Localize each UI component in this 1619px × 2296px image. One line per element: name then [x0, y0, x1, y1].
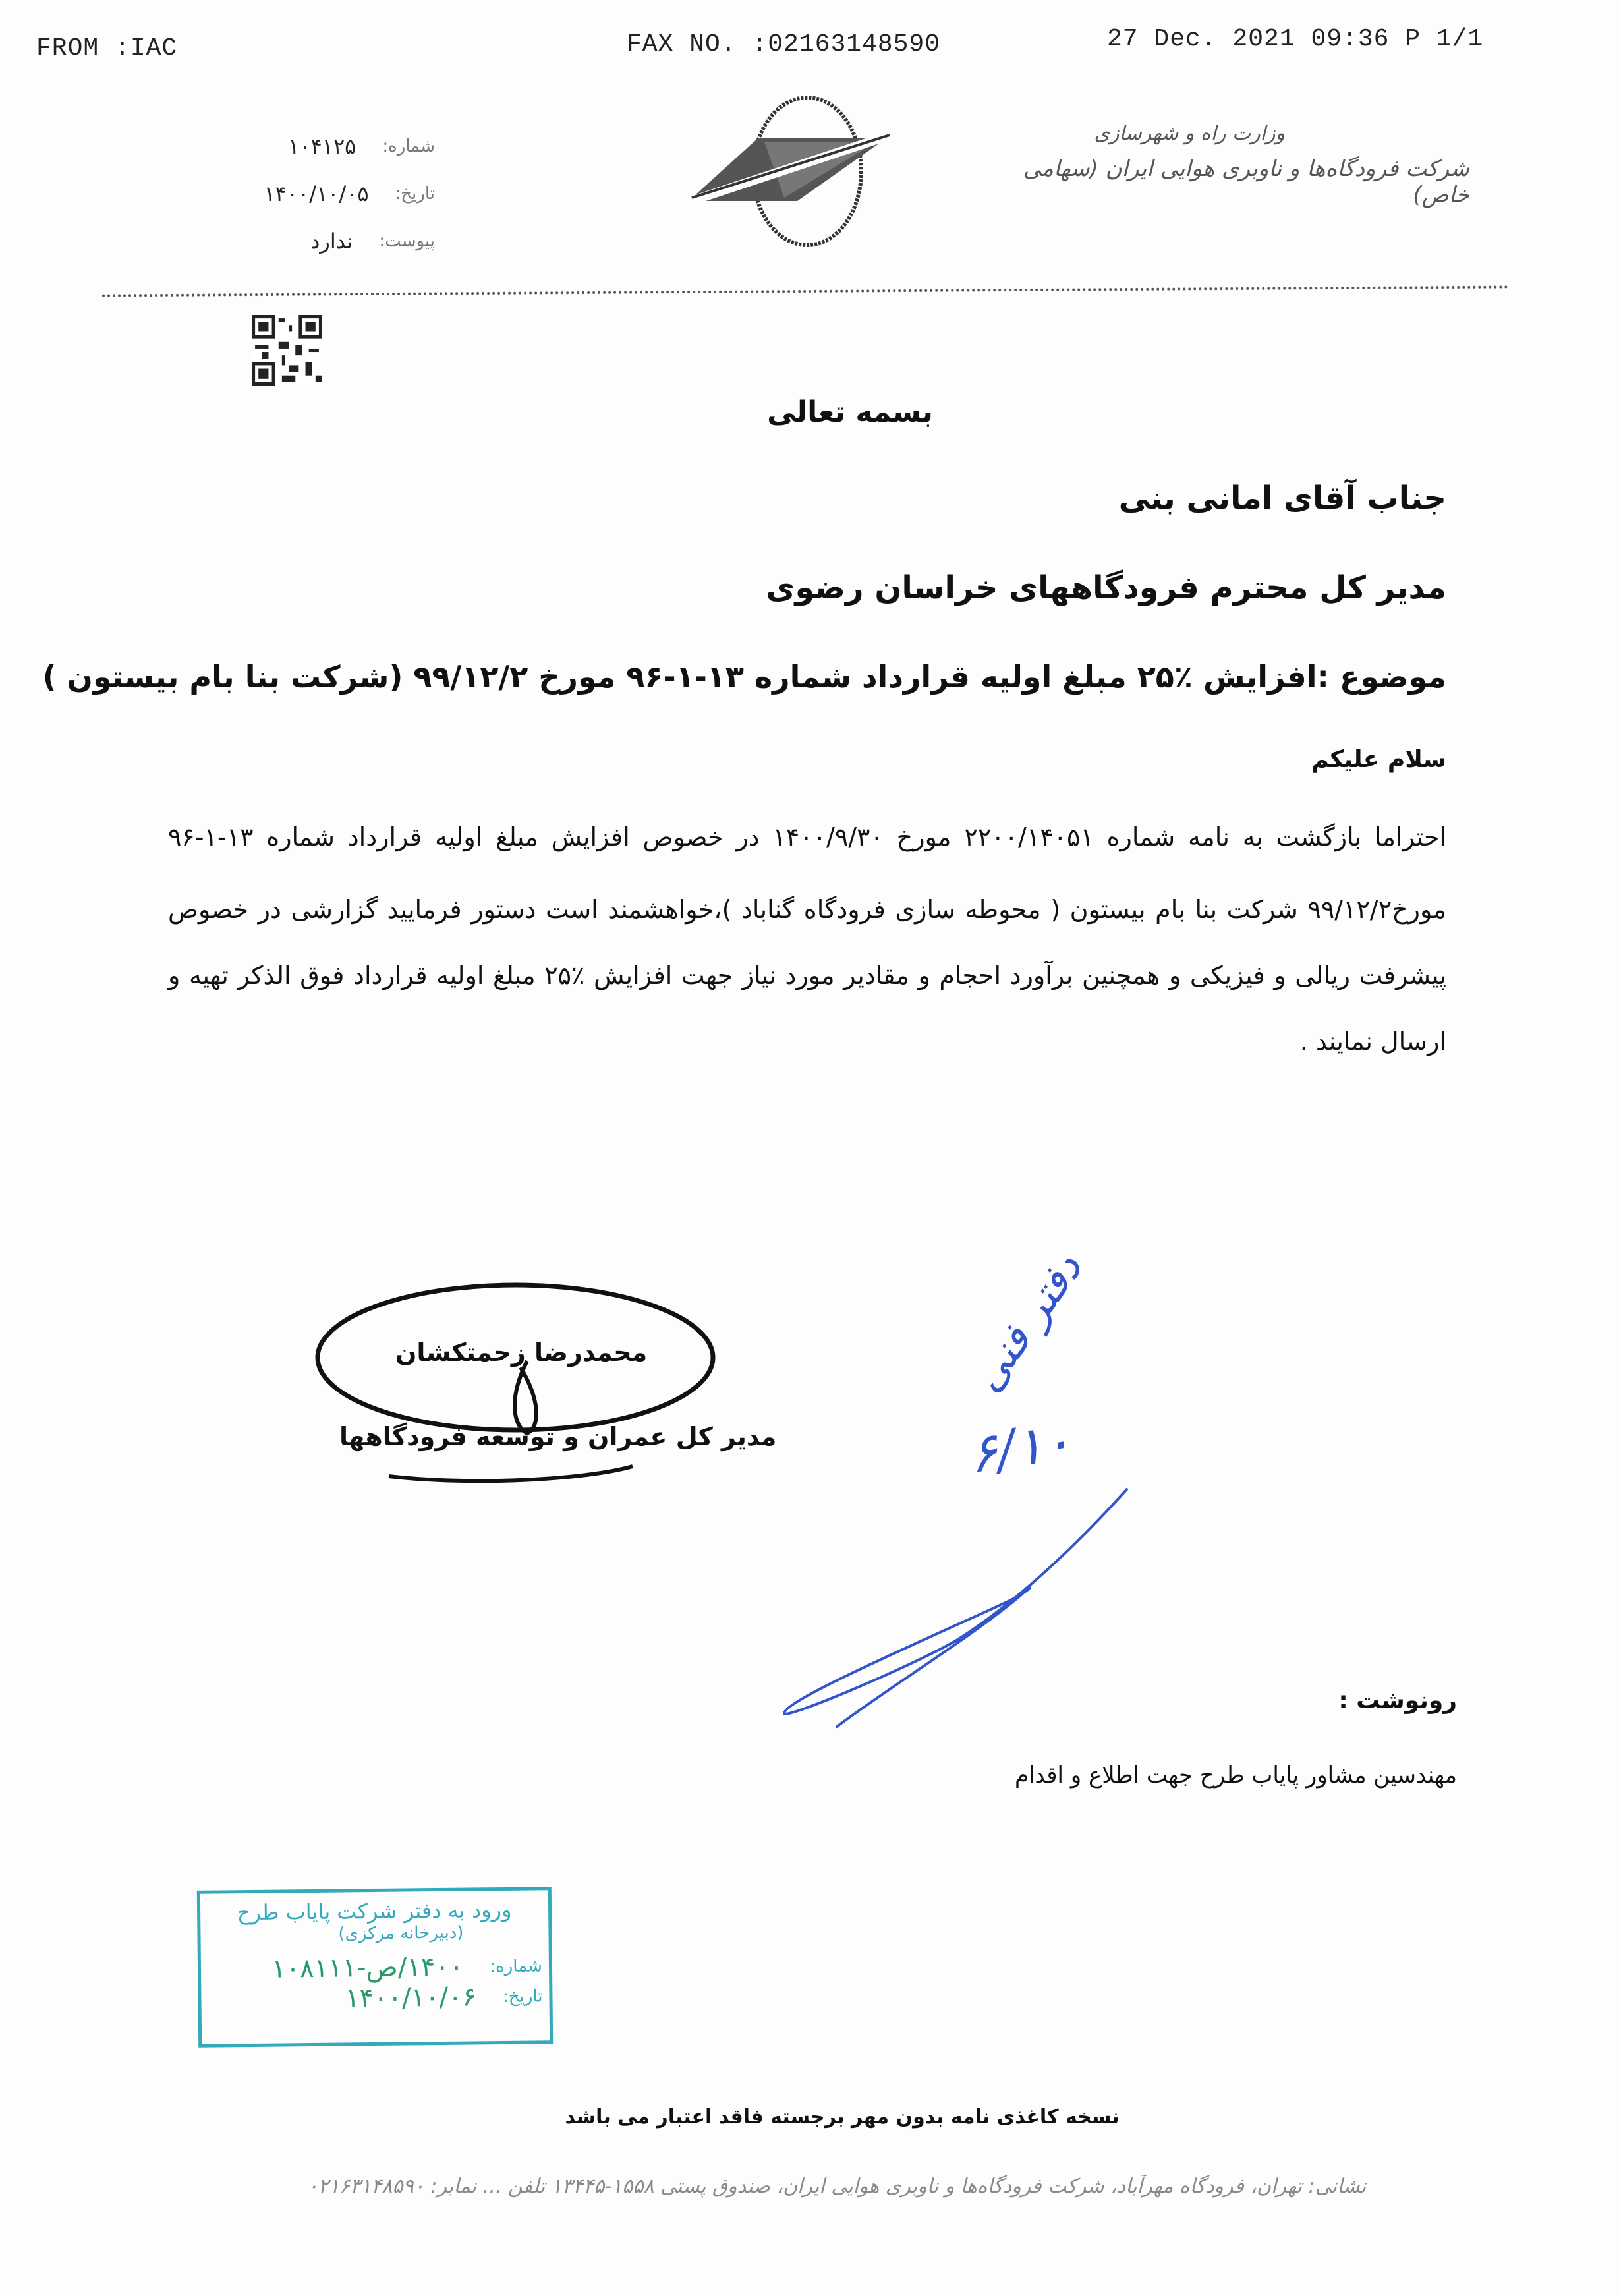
body-line: احتراما بازگشت به نامه شماره ۲۲۰۰/۱۴۰۵۱ مورخ ۱۴۰۰/۹/۳۰ در خصوص افزایش مبلغ اولیه قرارداد شماره ۱۳-۱-۹۶ — [168, 822, 1446, 851]
cc-recipient: مهندسین مشاور پایاب طرح جهت اطلاع و اقدام — [1014, 1762, 1457, 1789]
addressee: جناب آقای امانی بنی — [1118, 480, 1446, 517]
stamp-subtitle: (دبیرخانه مرکزی) — [338, 1922, 464, 1944]
receipt-stamp — [197, 1887, 553, 2048]
fax-datetime: 27 Dec. 2021 09:36 P 1/1 — [1107, 25, 1484, 53]
letter-body — [168, 822, 1446, 1056]
signer-name: محمدرضا زحمتکشان — [395, 1338, 648, 1367]
meta-date-label: تاریخ: — [395, 184, 435, 204]
footer-address: نشانی: تهران، فرودگاه مهرآباد، شرکت فرودگاه‌ها و ناوبری هوایی ایران، صندوق پستی ۱۵۵۸-۱۳۴۴۵ تلفن ... نمابر: ۰۲۱۶۳۱۴۸۵۹۰ — [307, 2175, 1367, 2198]
stamp-date-label: تاریخ: — [502, 1986, 543, 2007]
meta-number-row — [185, 123, 435, 170]
meta-number-value: ۱۰۴۱۲۵ — [288, 134, 356, 159]
body-line: مورخ۹۹/۱۲/۲ شرکت بنا بام بیستون ( محوطه سازی فرودگاه گناباد )،خواهشمند است دستور فرمایید گزارشی در خصوص — [168, 895, 1446, 924]
stamp-date-value: ۱۴۰۰/۱۰/۰۶ — [345, 1982, 477, 2014]
meta-number-label: شماره: — [382, 136, 435, 156]
handwritten-initial-stroke-icon — [758, 1239, 1219, 1746]
meta-attachment-row — [185, 217, 435, 265]
body-line: ارسال نمایند . — [1299, 1027, 1446, 1056]
meta-date-value: ۱۴۰۰/۱۰/۰۵ — [264, 181, 369, 206]
cc-label: رونوشت : — [1338, 1687, 1457, 1714]
body-line: پیشرفت ریالی و فیزیکی و همچنین برآورد احجام و مقادیر مورد نیاز جهت افزایش ٪۲۵ مبلغ اولیه قرارداد فوق الذکر تهیه و — [168, 961, 1446, 990]
letter-meta — [185, 123, 435, 265]
header-divider — [102, 285, 1509, 297]
meta-attachment-label: پیوست: — [379, 231, 435, 251]
fax-number: FAX NO. :02163148590 — [627, 30, 941, 59]
handwritten-note-date: ۶/۱۰ — [965, 1410, 1075, 1485]
fax-from: FROM :IAC — [36, 34, 178, 63]
addressee-title: مدیر کل محترم فرودگاههای خراسان رضوی — [766, 569, 1446, 606]
handwritten-note-text: دفتر فنی — [962, 1244, 1093, 1401]
validity-note: نسخه کاغذی نامه بدون مهر برجسته فاقد اعتبار می باشد — [565, 2106, 1120, 2129]
iac-logo-icon — [666, 92, 949, 250]
signature-icon — [310, 1275, 731, 1493]
meta-attachment-value: ندارد — [310, 229, 353, 254]
stamp-number-value: ۱۴۰۰/ص-۱۰۸۱۱۱ — [271, 1951, 464, 1984]
stamp-number-label: شماره: — [490, 1956, 543, 1977]
stamp-title: ورود به دفتر شرکت پایاب طرح — [237, 1897, 512, 1926]
greeting: سلام علیکم — [1311, 746, 1446, 773]
meta-date-row — [185, 170, 435, 217]
qr-code-icon[interactable] — [252, 315, 322, 386]
ministry-name: وزارت راه و شهرسازی — [1094, 122, 1285, 145]
subject-line: موضوع :افزایش ٪۲۵ مبلغ اولیه قرارداد شماره ۱۳-۱-۹۶ مورخ ۹۹/۱۲/۲ (شرکت بنا بام بیستون ) — [42, 659, 1446, 695]
signer-title: مدیر کل عمران و توسعه فرودگاهها — [339, 1422, 777, 1451]
letterhead-org — [1021, 122, 1469, 208]
stamp-number-row — [201, 1951, 549, 1985]
company-name: شرکت فرودگاه‌ها و ناوبری هوایی ایران (سهامی خاص) — [1023, 156, 1469, 208]
invocation: بسمه تعالی — [767, 395, 933, 429]
stamp-date-row — [201, 1981, 549, 2015]
